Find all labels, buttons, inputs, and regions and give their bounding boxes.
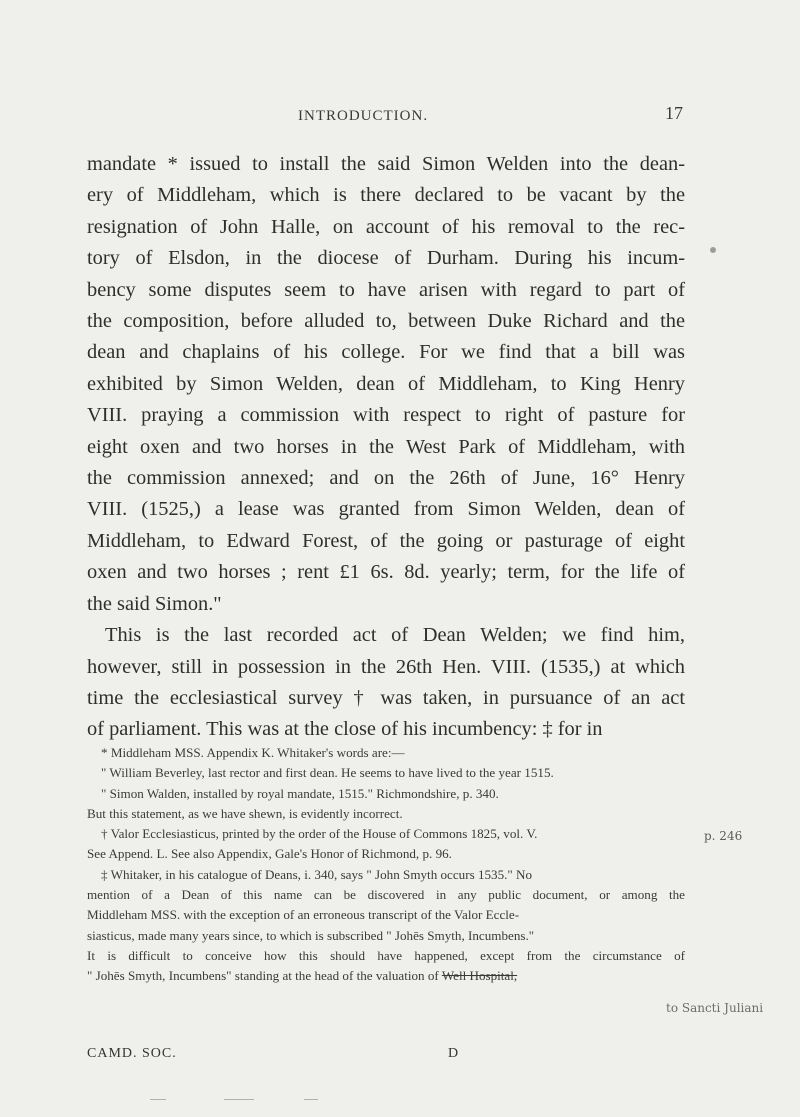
- body-line-1: mandate * issued to install the said Simon Welden into the dean-: [87, 153, 685, 175]
- body-line-12: VIII. (1525,) a lease was granted from Simon Welden, dean of: [87, 498, 685, 521]
- body-line-19: of parliament. This was at the close of his incumbency: ‡ for in: [87, 718, 603, 741]
- margin-handwriting-1: p. 246: [704, 829, 743, 843]
- margin-dot: [710, 247, 716, 253]
- footnote-line-7: ‡ Whitaker, in his catalogue of Deans, i. 340, says " John Smyth occurs 1535." No: [101, 866, 533, 882]
- body-line-8: exhibited by Simon Welden, dean of Middleham, to King Henry: [87, 372, 685, 395]
- main-text: [87, 149, 685, 746]
- page-title: INTRODUCTION.: [298, 108, 429, 124]
- footnote-line-5: † Valor Ecclesiasticus, printed by the order of the House of Commons 1825, vol. V.: [101, 826, 538, 842]
- footer-left: CAMD. SOC.: [87, 1046, 177, 1061]
- footnote-line-3: " Simon Walden, installed by royal mandate, 1515." Richmondshire, p. 340.: [101, 785, 499, 801]
- footnote-line-10: siasticus, made many years since, to which is subscribed " Johēs Smyth, Incumbens.": [87, 927, 535, 943]
- footnote-line-12-text: " Johēs Smyth, Incumbens" standing at the head of the valuation of: [87, 968, 439, 984]
- footnote-line-8: mention of a Dean of this name can be discovered in any public document, or among the: [87, 887, 685, 903]
- body-line-5: bency some disputes seem to have arisen with regard to part of: [87, 278, 685, 301]
- page-header: [0, 103, 800, 132]
- footnote-line-4: But this statement, as we have shewn, is evidently incorrect.: [87, 805, 403, 821]
- footnote-line-1: * Middleham MSS. Appendix K. Whitaker's words are:—: [101, 745, 405, 760]
- body-line-7: dean and chaplains of his college. For we find that a bill was: [87, 341, 685, 364]
- footer-line-3: [304, 1099, 318, 1100]
- body-line-13: Middleham, to Edward Forest, of the going or pasturage of eight: [87, 529, 685, 552]
- body-line-15: the said Simon.": [87, 592, 222, 615]
- footer-line-2: [224, 1099, 254, 1100]
- body-line-18: time the ecclesiastical survey † was taken, in pursuance of an act: [87, 686, 685, 709]
- footnote-line-11: It is difficult to conceive how this should have happened, except from the circumstance of: [87, 947, 685, 963]
- body-line-3: resignation of John Halle, on account of his removal to the rec-: [87, 215, 685, 238]
- body-line-14: oxen and two horses ; rent £1 6s. 8d. yearly; term, for the life of: [87, 561, 685, 584]
- footnote-line-9: Middleham MSS. with the exception of an erroneous transcript of the Valor Eccle-: [87, 907, 520, 923]
- footnote-line-12: [87, 966, 685, 986]
- body-line-6: the composition, before alluded to, between Duke Richard and the: [87, 310, 685, 333]
- page-number: 17: [665, 103, 683, 123]
- footnote-line-6: See Append. L. See also Appendix, Gale's Honor of Richmond, p. 96.: [87, 846, 452, 862]
- body-line-2: ery of Middleham, which is there declared to be vacant by the: [87, 184, 685, 207]
- body-line-4: tory of Elsdon, in the diocese of Durham. During his incum-: [87, 247, 685, 270]
- footer-line-1: [150, 1099, 166, 1100]
- footnote-line-2: " William Beverley, last rector and first dean. He seems to have lived to the year 1515.: [101, 765, 554, 781]
- footnote-struck-text: Well Hospital,: [441, 968, 518, 984]
- body-line-17: however, still in possession in the 26th Hen. VIII. (1535,) at which: [87, 655, 685, 678]
- margin-handwriting-2: to Sancti Juliani: [666, 1001, 764, 1015]
- body-line-10: eight oxen and two horses in the West Park of Middleham, with: [87, 435, 685, 458]
- footer-decoration: [150, 1090, 390, 1108]
- body-line-9: VIII. praying a commission with respect to right of pasture for: [87, 404, 685, 427]
- body-line-16: This is the last recorded act of Dean Welden; we find him,: [105, 624, 685, 647]
- body-line-11: the commission annexed; and on the 26th of June, 16° Henry: [87, 467, 685, 490]
- footnotes: [87, 743, 685, 987]
- footer: [87, 1046, 587, 1070]
- footer-right: D: [448, 1046, 459, 1061]
